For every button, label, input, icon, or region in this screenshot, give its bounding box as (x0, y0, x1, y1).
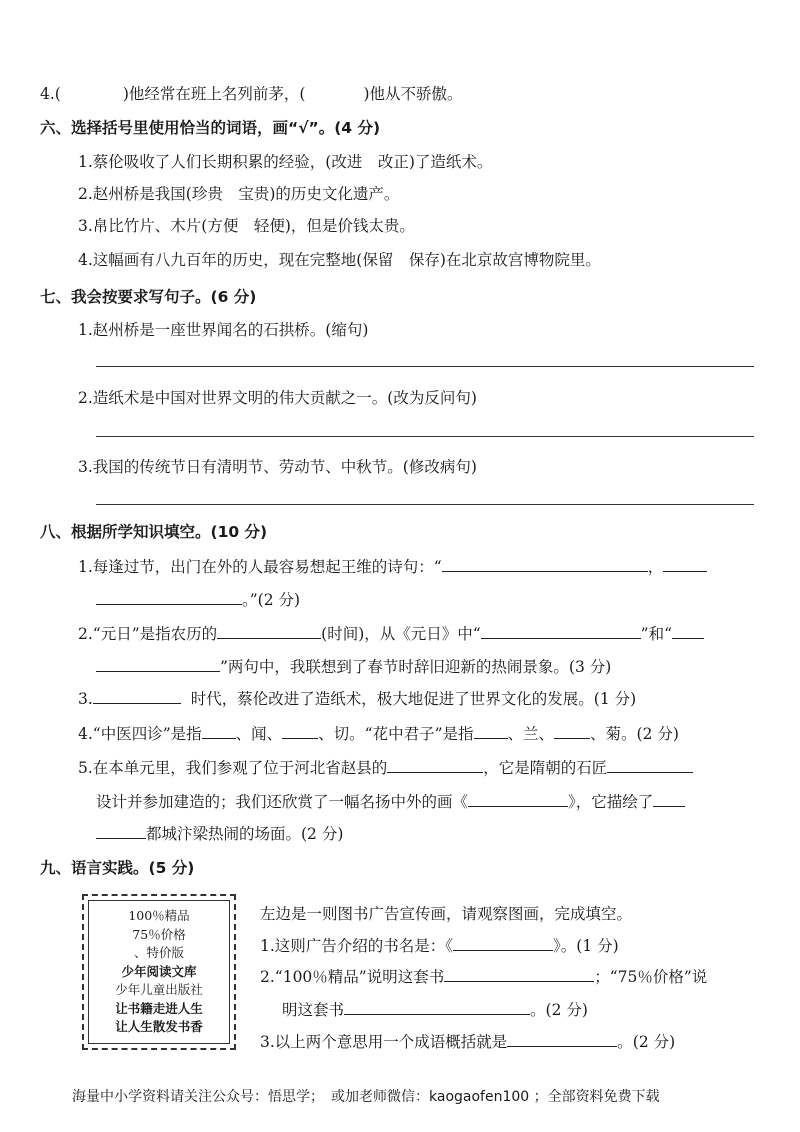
section-7-heading: 七、我会按要求写句子。(6 分) (40, 288, 257, 306)
q4-line: 4.( )他经常在班上名列前茅，( )他从不骄傲。 (40, 85, 463, 103)
blank-8-4b[interactable] (282, 724, 318, 739)
ad-slogan-1: 让书籍走进人生 (115, 1000, 203, 1016)
sec7-item-2: 2.造纸术是中国对世界文明的伟大贡献之一。(改为反问句) (78, 389, 477, 407)
blank-8-1c[interactable] (96, 590, 242, 605)
book-ad-poster-inner (88, 900, 230, 1044)
ad-line-2: 75％价格 (132, 926, 186, 942)
section-8-heading: 八、根据所学知识填空。(10 分) (40, 523, 268, 541)
sec8-q5-line3: 都城汴梁热闹的场面。(2 分) (96, 822, 343, 844)
blank-8-5d[interactable] (653, 792, 685, 807)
blank-8-2d[interactable] (96, 657, 220, 672)
blank-8-2c[interactable] (672, 624, 704, 639)
answer-line-7-1[interactable] (96, 366, 754, 367)
ad-line-1: 100％精品 (128, 908, 190, 924)
sec8-q1-line1: 1.每逢过节，出门在外的人最容易想起王维的诗句：“ ， (78, 555, 707, 577)
sec9-q1: 1.这则广告介绍的书名是：《 》。(1 分) (260, 937, 619, 955)
page-footer: 海量中小学资料请关注公众号：悟思学； 或加老师微信：kaogaofen100 ；全部资料免费下载 (72, 1089, 660, 1105)
sec9-q3: 3.以上两个意思用一个成语概括就是 。(2 分) (260, 1033, 676, 1051)
sec8-q4: 4.“中医四诊”是指 、闻、 、切。“花中君子”是指 、兰、 、菊。(2 分) (78, 725, 679, 743)
sec8-q1-line2: 。”(2 分) (96, 588, 300, 610)
blank-8-5c[interactable] (468, 792, 568, 807)
sec8-q2-line2: ”两句中，我联想到了春节时辞旧迎新的热闹景象。(3 分) (96, 655, 611, 677)
sec6-item-3: 3.帛比竹片、木片(方便 轻便)，但是价钱太贵。 (78, 217, 415, 235)
ad-slogan-2: 让人生散发书香 (115, 1019, 203, 1035)
sec9-intro: 左边是一则图书广告宣传画，请观察图画，完成填空。 (260, 905, 633, 923)
blank-8-4c[interactable] (474, 724, 508, 739)
ad-series-name: 少年阅读文库 (121, 963, 197, 979)
sec9-q2-line1: 2.“100％精品”说明这套书 ；“75％价格”说 (260, 968, 708, 986)
ad-publisher: 少年儿童出版社 (115, 982, 203, 998)
answer-line-7-2[interactable] (96, 436, 754, 437)
section-9-heading: 九、语言实践。(5 分) (40, 859, 195, 877)
blank-8-3[interactable] (93, 689, 181, 704)
blank-8-4a[interactable] (202, 724, 236, 739)
sec8-q5-line1: 5.在本单元里，我们参观了位于河北省赵县的 ，它是隋朝的石匠 (78, 756, 693, 778)
sec8-q2-line1: 2.“元日”是指农历的 (时间)，从《元日》中“ ”和“ (78, 622, 704, 644)
blank-8-2a[interactable] (217, 624, 321, 639)
blank-8-5a[interactable] (387, 758, 483, 773)
blank-9-1[interactable] (453, 936, 553, 951)
ad-line-3: 、特价版 (133, 945, 184, 961)
sec6-item-1: 1.蔡伦吸收了人们长期积累的经验，(改进 改正)了造纸术。 (78, 153, 493, 171)
blank-8-1a[interactable] (442, 557, 648, 572)
sec6-item-2: 2.赵州桥是我国(珍贵 宝贵)的历史文化遗产。 (78, 185, 400, 203)
blank-9-2a[interactable] (444, 967, 594, 982)
sec6-item-4: 4.这幅画有八九百年的历史，现在完整地(保留 保存)在北京故宫博物院里。 (78, 251, 601, 269)
blank-8-1b[interactable] (663, 557, 707, 572)
blank-8-5e[interactable] (96, 824, 146, 839)
blank-8-5b[interactable] (607, 758, 693, 773)
sec9-q2-line2: 明这套书 。(2 分) (282, 1001, 588, 1019)
sec7-item-1: 1.赵州桥是一座世界闻名的石拱桥。(缩句) (78, 321, 369, 339)
book-ad-poster (82, 894, 236, 1050)
blank-8-2b[interactable] (481, 624, 641, 639)
sec8-q3: 3. 时代，蔡伦改进了造纸术，极大地促进了世界文化的发展。(1 分) (78, 690, 637, 708)
blank-8-4d[interactable] (554, 724, 590, 739)
blank-9-2b[interactable] (344, 1000, 530, 1015)
section-6-heading: 六、选择括号里使用恰当的词语，画“√”。(4 分) (40, 119, 381, 137)
sec8-q5-line2: 设计并参加建造的；我们还欣赏了一幅名扬中外的画《 》，它描绘了 (96, 790, 685, 812)
answer-line-7-3[interactable] (96, 504, 754, 505)
sec7-item-3: 3.我国的传统节日有清明节、劳动节、中秋节。(修改病句) (78, 458, 477, 476)
blank-9-3[interactable] (507, 1032, 617, 1047)
